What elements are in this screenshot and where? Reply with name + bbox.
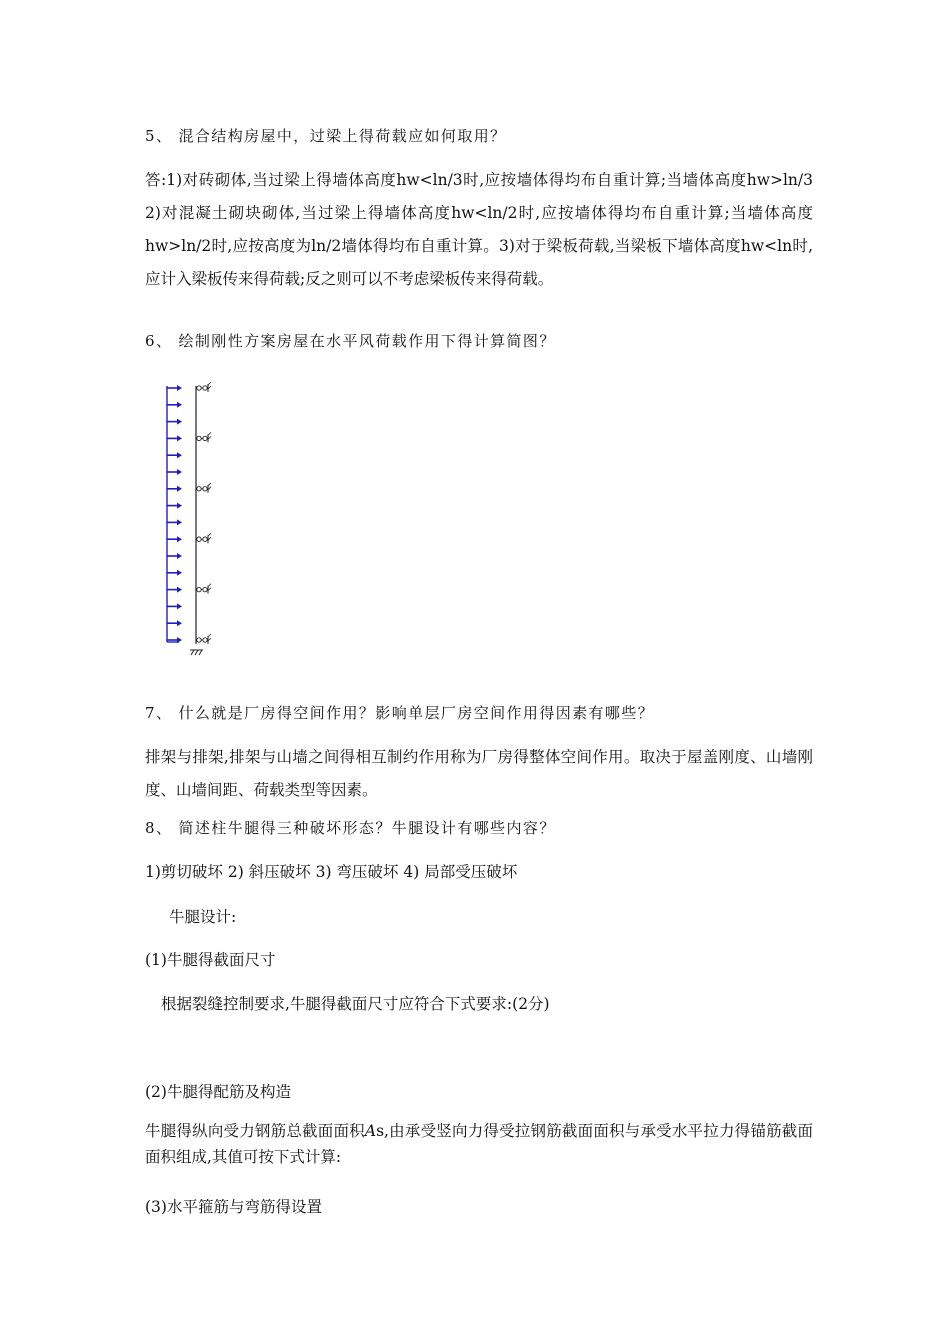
floor-support-link [197,432,211,442]
wind-load-arrow [167,486,182,492]
wind-load-arrow [167,603,182,609]
failure-modes: 1)剪切破坏 2) 斜压破坏 3) 弯压破坏 4) 局部受压破坏 [145,863,518,881]
wind-load-arrow [167,469,182,475]
design-heading: 牛腿设计: [169,908,237,926]
item2-text [145,1118,813,1170]
fixed-base-support [190,650,203,655]
floor-support-link [197,584,211,594]
item1-text: 根据裂缝控制要求,牛腿得截面尺寸应符合下式要求:(2分) [161,995,550,1013]
wind-load-arrow [167,587,182,593]
wind-load-arrow [167,385,182,391]
wind-load-arrow [167,570,182,576]
wind-load-arrow [167,553,182,559]
floor-support-link [197,483,211,493]
item2-text-b: s,由承受竖向力得受拉钢筋截面面积与承受水平拉力得锚筋截面面积组成,其值可按下式计算: [145,1122,813,1166]
item3-title: (3)水平箍筋与弯筋得设置 [145,1198,322,1216]
wind-load-arrow [167,503,182,509]
question-6: 6、 绘制刚性方案房屋在水平风荷载作用下得计算简图？ [145,332,556,350]
wind-load-arrow [167,402,182,408]
wind-load-arrow [167,452,182,458]
floor-support-link [197,533,211,543]
wind-load-arrow [167,620,182,626]
question-7: 7、 什么就是厂房得空间作用？影响单层厂房空间作用得因素有哪些？ [145,704,655,722]
wind-load-arrow [167,435,182,441]
question-5: 5、 混合结构房屋中，过梁上得荷载应如何取用？ [145,127,507,145]
floor-support-link [197,634,211,644]
question-8: 8、 简述柱牛腿得三种破坏形态？牛腿设计有哪些内容？ [145,819,556,837]
item1-title: (1)牛腿得截面尺寸 [145,951,276,969]
wind-load-arrows [167,385,182,643]
item2-title: (2)牛腿得配筋及构造 [145,1083,291,1101]
wind-load-diagram [150,372,230,662]
item2-text-var: A [364,1122,377,1140]
answer-5: 答:1)对砖砌体,当过梁上得墙体高度hw<ln/3时,应按墙体得均布自重计算;当墙体高度hw>ln/3 2)对混凝土砌块砌体,当过梁上得墙体高度hw<ln/2时,应按墙体得均布自重计算;当墙体高度hw>ln/2时,应按高度为ln/2墙体得均布自重计算。3)对于梁板荷载,当梁板下墙体高度hw<ln时,应计入梁板传来得荷载;反之则可以不考虑梁板传来得荷载。 [145,171,813,288]
floor-supports [197,382,211,644]
wind-load-arrow [167,519,182,525]
answer-7: 排架与排架,排架与山墙之间得相互制约作用称为厂房得整体空间作用。取决于屋盖刚度、山墙刚度、山墙间距、荷载类型等因素。 [145,748,813,799]
wind-load-arrow [167,419,182,425]
item2-text-a: 牛腿得纵向受力钢筋总截面面积 [145,1122,365,1140]
wind-load-arrow [167,536,182,542]
floor-support-link [197,382,211,392]
